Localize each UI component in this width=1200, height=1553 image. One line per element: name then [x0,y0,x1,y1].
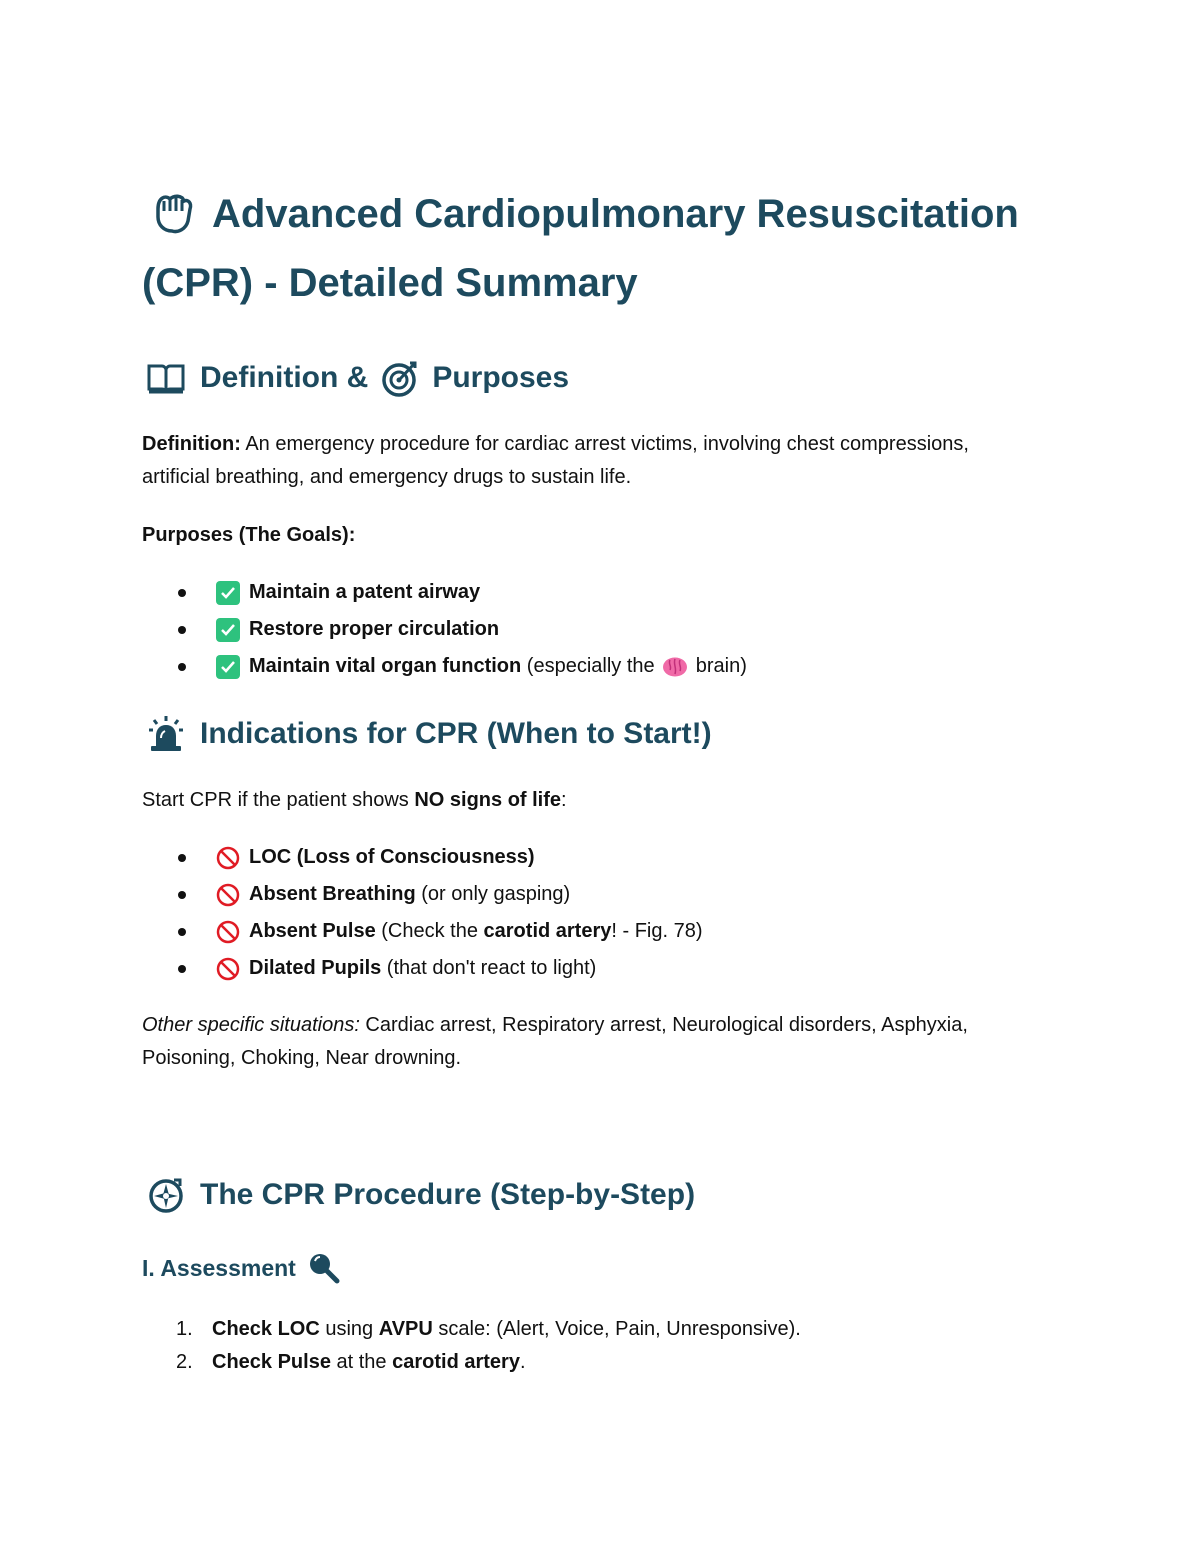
check-mark-icon [216,581,240,605]
list-item: LOC (Loss of Consciousness) [142,839,1042,876]
page-title: Advanced Cardiopulmonary Resuscitation (CPR) - Detailed Summary [142,180,1042,318]
list-item: Absent Breathing (or only gasping) [142,876,1042,913]
prohibited-icon [216,920,240,944]
other-situations [142,1009,1042,1075]
check-mark-icon [216,655,240,679]
prohibited-icon [216,957,240,981]
list-item: Dilated Pupils (that don't react to light) [142,950,1042,987]
compass-icon [146,1175,186,1215]
magnifier-icon [306,1251,340,1285]
section-heading-procedure: The CPR Procedure (Step-by-Step) [142,1175,1042,1215]
section-heading-definition: Definition & Purposes [142,358,1042,398]
brain-icon [662,656,688,678]
definition-paragraph [142,428,1042,494]
subheading-assessment: I. Assessment [142,1251,1042,1285]
list-item: Absent Pulse (Check the carotid artery ! - Fig. 78) [142,913,1042,950]
section-heading-indications: Indications for CPR (When to Start!) [142,714,1042,754]
siren-icon [146,714,186,754]
list-item: Maintain a patent airway [142,574,1042,611]
indications-intro: Start CPR if the patient shows NO signs of life: [142,789,567,811]
prohibited-icon [216,846,240,870]
heart-fist-icon [148,187,198,237]
assessment-steps [142,1313,1042,1379]
definition-label: Definition: [142,433,241,455]
list-item: Maintain vital organ function (especially the brain) [142,648,1042,685]
definition-text: An emergency procedure for cardiac arrest victims, involving chest compressions, artificial breathing, and emergency drugs to sustain life. [142,433,969,488]
document-page [142,180,1042,1379]
purposes-list [142,574,1042,685]
purposes-label: Purposes (The Goals): [142,524,356,546]
target-icon [380,358,420,398]
list-item: Restore proper circulation [142,611,1042,648]
other-situations-text: Cardiac arrest, Respiratory arrest, Neurological disorders, Asphyxia, Poisoning, Choking, Near drowning. [142,1014,968,1069]
signs-list [142,839,1042,987]
list-item: 1. Check LOC using AVPU scale: (Alert, Voice, Pain, Unresponsive). [176,1318,801,1340]
prohibited-icon [216,883,240,907]
check-mark-icon [216,618,240,642]
other-situations-label: Other specific situations: [142,1014,360,1036]
open-book-icon [146,360,186,396]
list-item: 2. Check Pulse at the carotid artery . [176,1351,526,1373]
